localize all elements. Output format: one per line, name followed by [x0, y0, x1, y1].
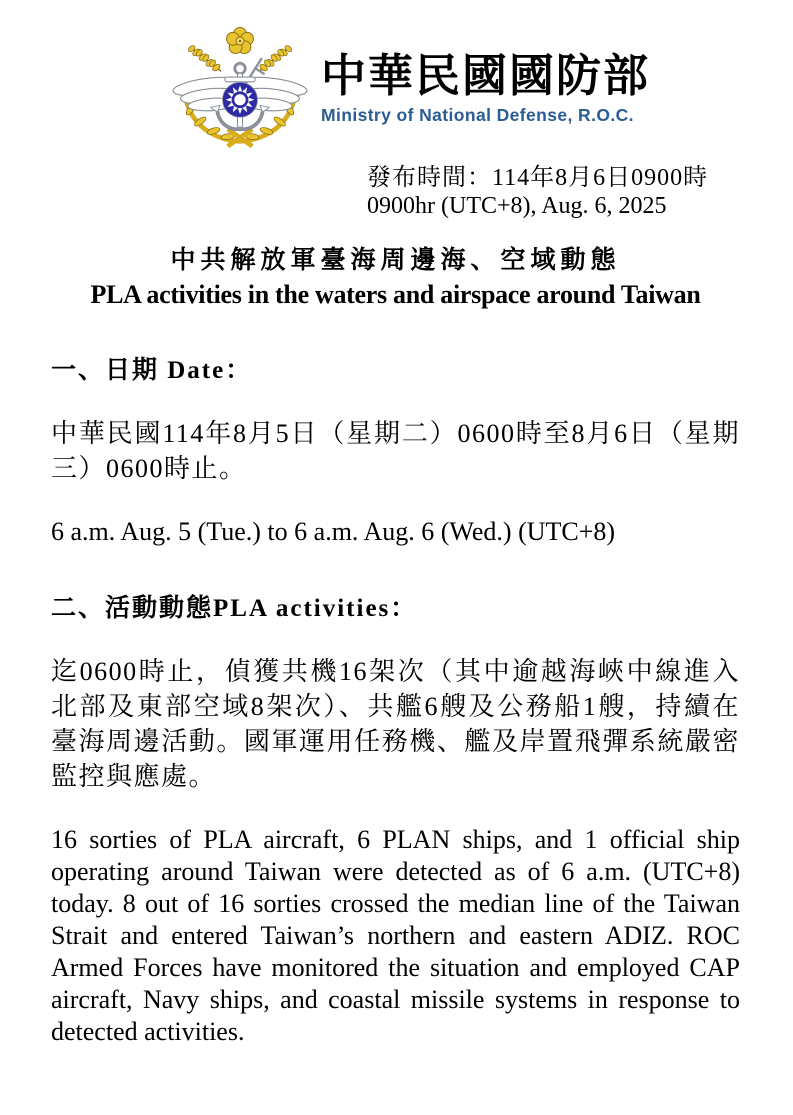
mnd-emblem-icon [169, 24, 311, 149]
ministry-name-en: Ministry of National Defense, R.O.C. [320, 104, 634, 125]
release-time-en: 0900hr (UTC+8), Aug. 6, 2025 [367, 193, 667, 219]
document-title [51, 240, 740, 310]
section-activities [51, 588, 740, 1048]
document-title-zh: 中共解放軍臺海周邊海、空域動態 [170, 247, 621, 274]
section-date [51, 350, 740, 548]
activities-paragraph-en: 16 sorties of PLA aircraft, 6 PLAN ships, and 1 official ship operating around Taiwan were detected as of 6 a.m. (UTC+8) today. 8 out of 16 sorties crossed the median line of the Taiwan Strait and entered Taiwan’s northern and eastern ADIZ. ROC Armed Forces have monitored the situation and employed CAP aircraft, Navy ships, and coastal missile systems in response to detected activities. [51, 825, 740, 1046]
ministry-name-block [321, 52, 650, 126]
document-title-en: PLA activities in the waters and airspace around Taiwan [90, 280, 701, 309]
ministry-name-zh: 中華民國國防部 [320, 51, 650, 102]
activities-paragraph-zh: 迄0600時止，偵獲共機16架次（其中逾越海峽中線進入北部及東部空域8架次）、共艦6艘及公務船1艘，持續在臺海周邊活動。國軍運用任務機、艦及岸置飛彈系統嚴密監控與應處。 [51, 657, 740, 791]
date-paragraph-zh: 中華民國114年8月5日（星期二）0600時至8月6日（星期三）0600時止。 [51, 419, 740, 483]
ministry-header [65, 24, 754, 154]
section-activities-heading: 二、活動動態PLA activities： [51, 595, 418, 622]
mnd-emblem [169, 24, 311, 154]
section-date-heading: 一、日期 Date： [51, 357, 253, 384]
release-time-zh: 發布時間：114年8月6日0900時 [367, 165, 709, 191]
release-time-block [367, 164, 740, 220]
date-paragraph-en: 6 a.m. Aug. 5 (Tue.) to 6 a.m. Aug. 6 (Wed.) (UTC+8) [51, 517, 616, 546]
